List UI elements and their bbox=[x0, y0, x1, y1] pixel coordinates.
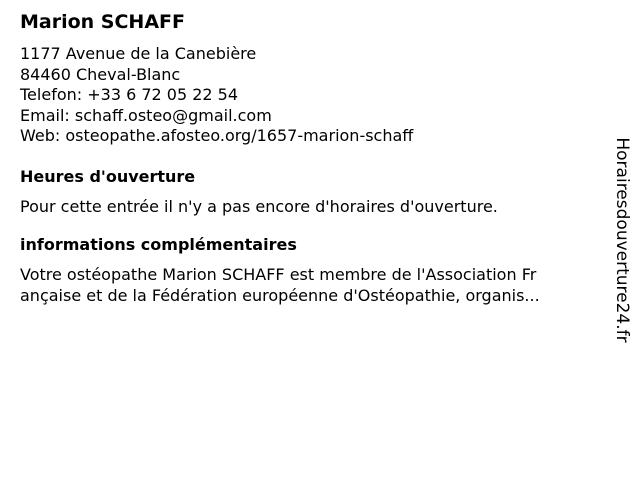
entry-card bbox=[20, 10, 600, 306]
additional-info-heading: informations complémentaires bbox=[20, 235, 297, 254]
additional-info-text bbox=[20, 265, 600, 306]
additional-info-line-1: Votre ostéopathe Marion SCHAFF est membre de l'Association Fr bbox=[20, 265, 537, 284]
email-line: Email: schaff.osteo@gmail.com bbox=[20, 105, 272, 125]
opening-hours-text: Pour cette entrée il n'y a pas encore d'horaires d'ouverture. bbox=[20, 196, 498, 216]
phone-line: Telefon: +33 6 72 05 22 54 bbox=[20, 85, 239, 104]
site-brand-vertical-text: Horairesdouverture24.fr bbox=[612, 137, 632, 343]
entry-title: Marion SCHAFF bbox=[20, 11, 185, 33]
city-postal-code: 84460 Cheval-Blanc bbox=[20, 64, 181, 84]
opening-hours-heading: Heures d'ouverture bbox=[20, 166, 196, 186]
website-line: Web: osteopathe.afosteo.org/1657-marion-schaff bbox=[20, 126, 414, 145]
street-address: 1177 Avenue de la Canebière bbox=[20, 44, 257, 63]
additional-info-line-2: ançaise et de la Fédération européenne d'Ostéopathie, organis... bbox=[20, 285, 540, 305]
